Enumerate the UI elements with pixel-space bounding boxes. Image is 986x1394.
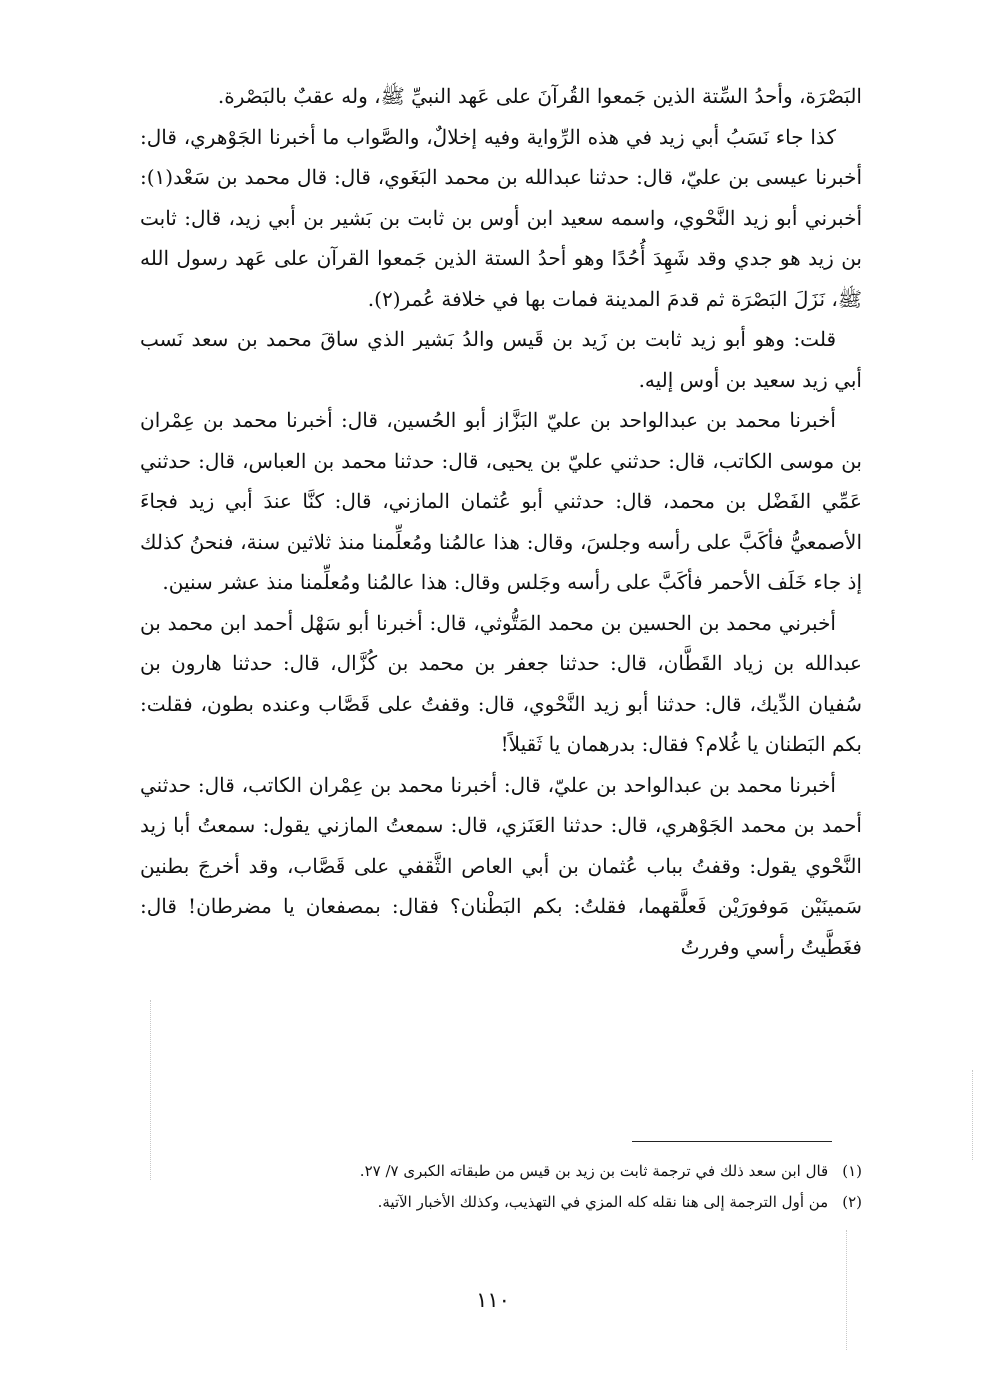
main-text	[140, 76, 862, 967]
paragraph-5: أخبرني محمد بن الحسين بن محمد المَتُّوثي، قال: أخبرنا أبو سَهْل أحمد ابن محمد بن عبدالله بن زياد القَطَّان، قال: حدثنا جعفر بن محمد بن كُزَّال، قال: حدثنا هارون بن سُفيان الدِّيك، قال: حدثنا أبو زيد النَّحْوي، قال: وقفتُ على قَصَّاب وعنده بطون، فقلت: بكم البَطنان يا غُلام؟ فقال: بدرهمان يا ثَقيلاً!	[140, 610, 862, 756]
footnotes	[140, 1156, 862, 1218]
paragraph-2: كذا جاء نَسَبُ أبي زيد في هذه الرِّواية وفيه إخلالٌ، والصَّواب ما أخبرنا الجَوْهري، قال: أخبرنا عيسى بن عليّ، قال: حدثنا عبدالله بن محمد البَغَوي، قال: قال محمد بن سَعْد(١): أخبرني أبو زيد النَّحْوي، واسمه سعيد ابن أوس بن ثابت بن بَشير بن أبي زيد، قال: ثابت بن زيد هو جدي وقد شَهِدَ أُحُدًا وهو أحدُ الستة الذين جَمعوا القرآن على عَهد رسول الله ﷺ، نَزَلَ البَصْرَة ثم قدمَ المدينة فمات بها في خلافة عُمر(٢).	[140, 124, 862, 311]
paragraph-1: البَصْرَة، وأحدُ السِّتة الذين جَمعوا القُرآنَ على عَهد النبيِّ ﷺ، وله عقبٌ بالبَصْرة.	[217, 84, 862, 108]
paragraph-3: قلت: وهو أبو زيد ثابت بن زَيد بن قَيس والدُ بَشير الذي ساقَ محمد بن سعد نَسب أبي زيد سعيد بن أوس إليه.	[140, 327, 862, 392]
page-number: ١١٠	[476, 1288, 510, 1312]
paragraph-6: أخبرنا محمد بن عبدالواحد بن عليّ، قال: أخبرنا محمد بن عِمْران الكاتب، قال: حدثني أحمد بن محمد الجَوْهري، قال: حدثنا العَنَزي، قال: سمعتُ المازني يقول: سمعتُ أبا زيد النَّحْوي يقول: وقفتُ بباب عُثمان بن أبي العاص الثَّقفي على قَصَّاب، وقد أخرجَ بطنين سَمينَيْن مَوفورَيْن فَعلَّقهما، فقلتُ: بكم البَطْنان؟ فقال: بمصفعان يا مضرطان! قال: فغَطَّيتُ رأسي وفررتُ	[140, 772, 862, 959]
footnote-number: (١)	[842, 1162, 862, 1180]
footnote-2	[140, 1187, 862, 1218]
footnote-number: (٢)	[842, 1193, 862, 1211]
footnote-text: قال ابن سعد ذلك في ترجمة ثابت بن زيد بن قيس من طبقاته الكبرى ٧/ ٢٧.	[359, 1162, 829, 1180]
paragraph-4: أخبرنا محمد بن عبدالواحد بن عليّ البَزَّاز أبو الحُسين، قال: أخبرنا محمد بن عِمْران بن موسى الكاتب، قال: حدثني عليّ بن يحيى، قال: حدثنا محمد بن العباس، قال: حدثني عَمِّي الفَضْل بن محمد، قال: حدثني أبو عُثمان المازني، قال: كنَّا عندَ أبي زيد فجاءَ الأصمعيُّ فأكَبَّ على رأسه وجلسَ، وقال: هذا عالمُنا ومُعلِّمنا منذ ثلاثين سنة، فنحنُ كذلك إذ جاء خَلَف الأحمر فأكَبَّ على رأسه وجَلس وقال: هذا عالمُنا ومُعلِّمنا منذ عشر سنين.	[140, 408, 862, 594]
footnote-1	[140, 1156, 862, 1187]
footnote-divider	[632, 1141, 832, 1142]
footnote-text: من أول الترجمة إلى هنا نقله كله المزي في التهذيب، وكذلك الأخبار الآتية.	[377, 1193, 829, 1211]
scan-artifact	[972, 1070, 973, 1160]
scan-artifact	[846, 1230, 847, 1350]
scan-artifact	[150, 1000, 151, 1180]
